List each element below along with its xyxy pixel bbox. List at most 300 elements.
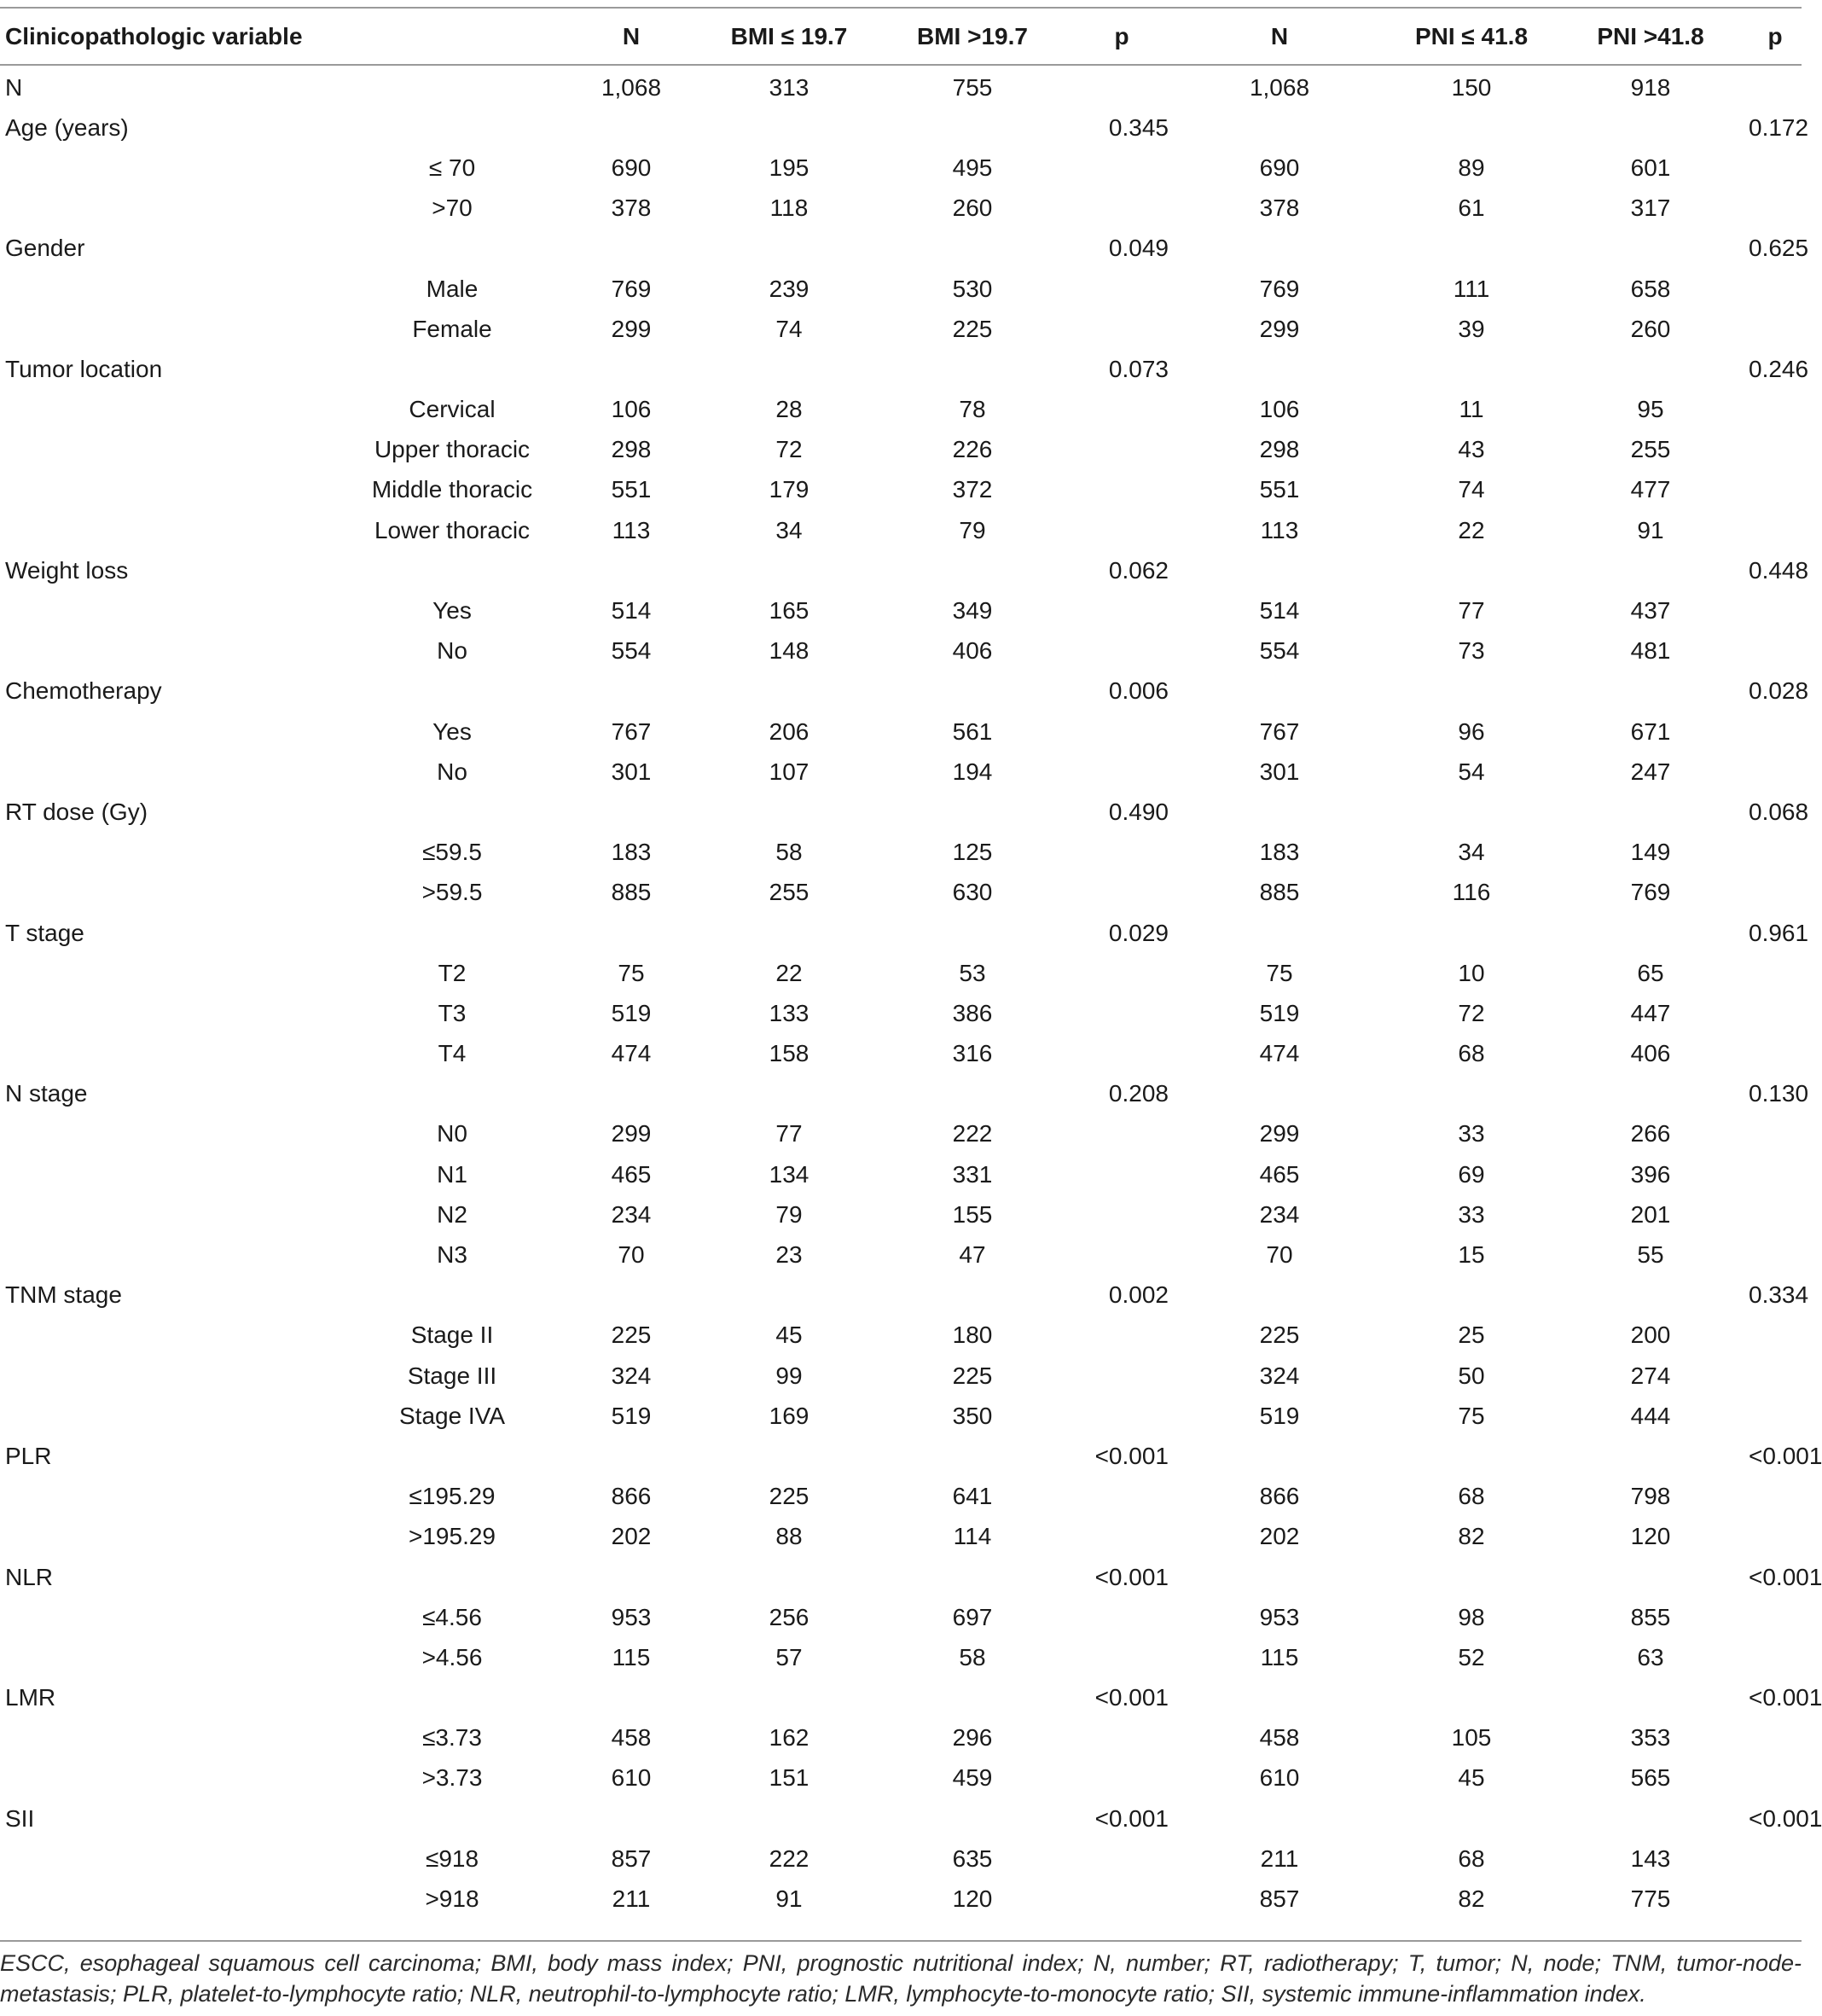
- p-bmi-cell: 0.006: [1108, 677, 1169, 705]
- bmi-high-cell: [870, 1436, 1075, 1476]
- pni-high-cell: 406: [1630, 1040, 1671, 1067]
- subgroup-cell: [350, 1436, 554, 1476]
- pni-high-cell: 63: [1637, 1643, 1664, 1670]
- pni-low-cell: 68: [1458, 1845, 1485, 1872]
- bmi-high-cell: [870, 1074, 1075, 1114]
- table-row: [0, 430, 1802, 470]
- pni-high-cell: 918: [1630, 73, 1671, 101]
- p-pni-cell: 0.448: [1749, 556, 1809, 584]
- header-p-bmi: p: [1114, 22, 1129, 49]
- n-bmi-cell: 378: [611, 195, 652, 222]
- p-bmi-cell: [1075, 1034, 1169, 1074]
- n-pni-cell: [1169, 1678, 1390, 1718]
- table-row: [0, 189, 1802, 229]
- subgroup-cell: >195.29: [409, 1523, 496, 1550]
- p-pni-cell: [1749, 953, 1802, 993]
- table-row: [0, 1517, 1802, 1557]
- subgroup-cell: T4: [438, 1040, 467, 1067]
- pni-low-cell: 74: [1458, 476, 1485, 503]
- subgroup-cell: [350, 913, 554, 953]
- header-pni-low: PNI ≤ 41.8: [1414, 22, 1529, 49]
- subgroup-cell: Yes: [432, 718, 472, 745]
- variable-cell: [0, 189, 350, 229]
- pni-low-cell: [1390, 550, 1552, 590]
- n-bmi-cell: 234: [611, 1200, 652, 1228]
- variable-cell: N: [5, 73, 23, 101]
- header-clinicopathologic-variable: Clinicopathologic variable: [5, 22, 303, 49]
- pni-high-cell: 671: [1630, 718, 1671, 745]
- pni-high-cell: 149: [1630, 839, 1671, 866]
- table-row: [0, 1436, 1802, 1476]
- n-bmi-cell: 70: [618, 1241, 645, 1269]
- bmi-high-cell: 58: [959, 1643, 986, 1670]
- bmi-low-cell: 162: [769, 1724, 809, 1752]
- subgroup-cell: ≤3.73: [422, 1724, 482, 1752]
- variable-cell: [0, 1637, 350, 1677]
- subgroup-cell: No: [437, 637, 467, 665]
- pni-low-cell: [1390, 1557, 1552, 1597]
- pni-low-cell: 10: [1458, 959, 1485, 986]
- n-bmi-cell: 767: [611, 718, 652, 745]
- table-row: [0, 752, 1802, 792]
- bmi-low-cell: 151: [769, 1764, 809, 1792]
- bmi-low-cell: [708, 913, 870, 953]
- table-row: [0, 1235, 1802, 1275]
- pni-high-cell: 444: [1630, 1402, 1671, 1429]
- p-bmi-cell: [1075, 993, 1169, 1033]
- variable-cell: NLR: [5, 1563, 54, 1590]
- p-pni-cell: [1749, 1356, 1802, 1396]
- subgroup-cell: T3: [438, 999, 467, 1026]
- n-pni-cell: 299: [1259, 315, 1300, 342]
- p-bmi-cell: [1075, 833, 1169, 873]
- pni-low-cell: [1390, 107, 1552, 148]
- subgroup-cell: N1: [437, 1160, 467, 1188]
- bmi-low-cell: [708, 107, 870, 148]
- variable-cell: [0, 510, 350, 550]
- n-pni-cell: 70: [1266, 1241, 1293, 1269]
- variable-cell: Weight loss: [5, 556, 129, 584]
- variable-cell: [0, 833, 350, 873]
- subgroup-cell: [350, 792, 554, 832]
- subgroup-cell: [350, 1557, 554, 1597]
- variable-cell: Age (years): [5, 113, 129, 141]
- pni-high-cell: 120: [1630, 1523, 1671, 1550]
- bmi-low-cell: 225: [769, 1483, 809, 1510]
- table-row: [0, 1758, 1802, 1798]
- p-bmi-cell: [1075, 1637, 1169, 1677]
- subgroup-cell: Stage IVA: [398, 1402, 505, 1429]
- n-bmi-cell: 183: [611, 839, 652, 866]
- p-bmi-cell: [1075, 873, 1169, 913]
- pni-low-cell: 68: [1458, 1483, 1485, 1510]
- pni-low-cell: [1390, 1074, 1552, 1114]
- variable-cell: RT dose (Gy): [5, 798, 148, 825]
- n-bmi-cell: 551: [611, 476, 652, 503]
- p-pni-cell: 0.130: [1749, 1080, 1809, 1107]
- variable-cell: SII: [5, 1804, 35, 1832]
- n-pni-cell: [1169, 913, 1390, 953]
- variable-cell: [0, 712, 350, 752]
- variable-cell: [0, 631, 350, 671]
- p-pni-cell: 0.068: [1749, 798, 1809, 825]
- pni-low-cell: 98: [1458, 1603, 1485, 1630]
- variable-cell: [0, 953, 350, 993]
- table-row: [0, 470, 1802, 510]
- variable-cell: [0, 148, 350, 188]
- table-row: [0, 148, 1802, 188]
- variable-cell: PLR: [5, 1442, 52, 1469]
- pni-high-cell: 247: [1630, 758, 1671, 785]
- p-pni-cell: [1749, 269, 1802, 309]
- p-bmi-cell: [1075, 510, 1169, 550]
- pni-low-cell: [1390, 1798, 1552, 1839]
- bmi-low-cell: [708, 1074, 870, 1114]
- characteristics-table: [0, 9, 1822, 1920]
- pni-low-cell: 75: [1458, 1402, 1485, 1429]
- n-pni-cell: 115: [1260, 1643, 1299, 1670]
- n-bmi-cell: [554, 671, 708, 712]
- bmi-high-cell: 630: [952, 879, 993, 906]
- n-pni-cell: 378: [1259, 195, 1300, 222]
- p-bmi-cell: [1075, 1194, 1169, 1235]
- bmi-high-cell: [870, 671, 1075, 712]
- bmi-low-cell: 134: [769, 1160, 809, 1188]
- p-pni-cell: <0.001: [1749, 1563, 1822, 1590]
- n-bmi-cell: [554, 1074, 708, 1114]
- n-bmi-cell: [554, 107, 708, 148]
- pni-low-cell: 77: [1458, 597, 1485, 625]
- variable-cell: [0, 752, 350, 792]
- bmi-low-cell: [708, 550, 870, 590]
- pni-high-cell: [1552, 1436, 1749, 1476]
- table-row: [0, 1154, 1802, 1194]
- n-bmi-cell: [554, 1436, 708, 1476]
- bmi-low-cell: 107: [769, 758, 809, 785]
- subgroup-cell: Male: [426, 275, 479, 302]
- subgroup-cell: >70: [432, 195, 473, 222]
- n-pni-cell: [1169, 1074, 1390, 1114]
- variable-cell: [0, 1194, 350, 1235]
- bmi-high-cell: 561: [952, 718, 993, 745]
- p-bmi-cell: [1075, 631, 1169, 671]
- table-row: [0, 510, 1802, 550]
- p-pni-cell: [1749, 1114, 1802, 1154]
- n-pni-cell: 106: [1259, 396, 1300, 423]
- pni-high-cell: [1552, 229, 1749, 269]
- bmi-low-cell: [708, 1557, 870, 1597]
- n-bmi-cell: 465: [611, 1160, 652, 1188]
- pni-high-cell: [1552, 349, 1749, 389]
- n-pni-cell: [1169, 1436, 1390, 1476]
- bmi-high-cell: 386: [952, 999, 993, 1026]
- bmi-high-cell: [870, 229, 1075, 269]
- bmi-high-cell: 372: [952, 476, 993, 503]
- bmi-low-cell: 22: [775, 959, 803, 986]
- subgroup-cell: [350, 349, 554, 389]
- n-pni-cell: 202: [1259, 1523, 1300, 1550]
- pni-high-cell: 95: [1637, 396, 1664, 423]
- variable-cell: [0, 309, 350, 349]
- variable-cell: [0, 1517, 350, 1557]
- pni-low-cell: [1390, 1275, 1552, 1316]
- n-bmi-cell: 301: [611, 758, 652, 785]
- table-body: [0, 64, 1822, 1920]
- pni-high-cell: 855: [1630, 1603, 1671, 1630]
- variable-cell: [0, 1114, 350, 1154]
- variable-cell: [0, 1235, 350, 1275]
- table-row: [0, 1637, 1802, 1677]
- table-row: [0, 953, 1802, 993]
- bmi-low-cell: [708, 671, 870, 712]
- pni-high-cell: 255: [1630, 436, 1671, 463]
- bmi-high-cell: 225: [952, 1362, 993, 1389]
- bmi-high-cell: 349: [952, 597, 993, 625]
- pni-high-cell: 658: [1630, 275, 1671, 302]
- subgroup-cell: ≤59.5: [422, 839, 482, 866]
- n-bmi-cell: 1,068: [601, 73, 662, 101]
- pni-high-cell: 481: [1630, 637, 1671, 665]
- pni-high-cell: 260: [1630, 315, 1671, 342]
- variable-cell: [0, 1034, 350, 1074]
- p-pni-cell: <0.001: [1749, 1684, 1822, 1711]
- pni-high-cell: [1552, 1557, 1749, 1597]
- p-pni-cell: <0.001: [1749, 1804, 1822, 1832]
- pni-high-cell: 353: [1630, 1724, 1671, 1752]
- table-row: [0, 1356, 1802, 1396]
- n-bmi-cell: 324: [611, 1362, 652, 1389]
- pni-high-cell: [1552, 107, 1749, 148]
- p-pni-cell: [1749, 1718, 1802, 1758]
- bmi-low-cell: [708, 349, 870, 389]
- n-pni-cell: 183: [1259, 839, 1300, 866]
- pni-low-cell: 72: [1458, 999, 1485, 1026]
- pni-high-cell: 266: [1630, 1120, 1671, 1147]
- table-row: [0, 229, 1802, 269]
- n-pni-cell: [1169, 107, 1390, 148]
- subgroup-cell: [350, 107, 554, 148]
- pni-high-cell: 477: [1630, 476, 1671, 503]
- p-bmi-cell: 0.073: [1108, 355, 1169, 382]
- bmi-low-cell: 34: [775, 516, 803, 543]
- variable-cell: Gender: [5, 235, 85, 262]
- p-bmi-cell: 0.208: [1108, 1080, 1169, 1107]
- n-pni-cell: 857: [1259, 1885, 1300, 1913]
- n-bmi-cell: [554, 1678, 708, 1718]
- subgroup-cell: >3.73: [421, 1764, 483, 1792]
- pni-high-cell: 274: [1630, 1362, 1671, 1389]
- p-pni-cell: [1749, 64, 1802, 107]
- p-bmi-cell: [1075, 430, 1169, 470]
- p-bmi-cell: [1075, 1477, 1169, 1517]
- subgroup-cell: [350, 550, 554, 590]
- bmi-low-cell: [708, 1436, 870, 1476]
- subgroup-cell: [350, 1275, 554, 1316]
- n-pni-cell: 866: [1259, 1483, 1300, 1510]
- n-pni-cell: 953: [1259, 1603, 1300, 1630]
- bmi-low-cell: [708, 1275, 870, 1316]
- p-bmi-cell: [1075, 590, 1169, 630]
- p-pni-cell: 0.334: [1749, 1281, 1809, 1309]
- header-n-pni: N: [1270, 22, 1289, 49]
- bmi-low-cell: 99: [775, 1362, 803, 1389]
- p-pni-cell: [1749, 309, 1802, 349]
- table-row: [0, 1275, 1802, 1316]
- subgroup-cell: Yes: [432, 597, 472, 625]
- pni-low-cell: [1390, 229, 1552, 269]
- bmi-high-cell: 316: [952, 1040, 993, 1067]
- p-pni-cell: [1749, 1517, 1802, 1557]
- p-pni-cell: [1749, 1839, 1802, 1879]
- pni-high-cell: 143: [1630, 1845, 1671, 1872]
- bmi-low-cell: 169: [769, 1402, 809, 1429]
- table-row: [0, 1839, 1802, 1879]
- p-bmi-cell: <0.001: [1094, 1563, 1169, 1590]
- n-bmi-cell: [554, 229, 708, 269]
- p-pni-cell: [1749, 1396, 1802, 1436]
- p-bmi-cell: [1075, 953, 1169, 993]
- p-pni-cell: [1749, 1194, 1802, 1235]
- n-bmi-cell: 458: [611, 1724, 652, 1752]
- pni-low-cell: 22: [1458, 516, 1485, 543]
- n-bmi-cell: 299: [611, 1120, 652, 1147]
- n-bmi-cell: [554, 1275, 708, 1316]
- table-row: [0, 1034, 1802, 1074]
- p-bmi-cell: [1075, 1718, 1169, 1758]
- p-pni-cell: 0.961: [1749, 919, 1809, 946]
- variable-cell: [0, 1477, 350, 1517]
- bmi-high-cell: 226: [952, 436, 993, 463]
- bmi-low-cell: 45: [775, 1322, 803, 1349]
- subgroup-cell: Stage III: [407, 1362, 497, 1389]
- variable-cell: [0, 1839, 350, 1879]
- table-row: [0, 1798, 1802, 1839]
- bmi-low-cell: 72: [775, 436, 803, 463]
- n-bmi-cell: 519: [611, 999, 652, 1026]
- n-pni-cell: 211: [1260, 1845, 1299, 1872]
- subgroup-cell: No: [437, 758, 467, 785]
- pni-low-cell: 105: [1451, 1724, 1492, 1752]
- bmi-high-cell: 495: [952, 154, 993, 181]
- bmi-low-cell: 206: [769, 718, 809, 745]
- n-pni-cell: 324: [1259, 1362, 1300, 1389]
- table-row: [0, 269, 1802, 309]
- n-pni-cell: 514: [1259, 597, 1300, 625]
- subgroup-cell: [350, 1678, 554, 1718]
- subgroup-cell: ≤4.56: [422, 1603, 482, 1630]
- pni-high-cell: 769: [1630, 879, 1671, 906]
- pni-low-cell: 43: [1458, 436, 1485, 463]
- bmi-high-cell: 79: [959, 516, 986, 543]
- p-pni-cell: 0.172: [1749, 113, 1809, 141]
- subgroup-cell: N2: [437, 1200, 467, 1228]
- table-row: [0, 671, 1802, 712]
- variable-cell: Chemotherapy: [5, 677, 162, 705]
- n-bmi-cell: 202: [611, 1523, 652, 1550]
- bmi-low-cell: 239: [769, 275, 809, 302]
- p-pni-cell: [1749, 1235, 1802, 1275]
- table-header-row: [0, 9, 1802, 64]
- pni-low-cell: 15: [1458, 1241, 1485, 1269]
- n-pni-cell: 298: [1259, 436, 1300, 463]
- n-pni-cell: [1169, 1557, 1390, 1597]
- bmi-high-cell: 47: [959, 1241, 986, 1269]
- n-bmi-cell: 514: [611, 597, 652, 625]
- pni-high-cell: 775: [1630, 1885, 1671, 1913]
- p-bmi-cell: 0.049: [1108, 235, 1169, 262]
- p-bmi-cell: 0.002: [1108, 1281, 1169, 1309]
- bmi-low-cell: [708, 792, 870, 832]
- bmi-high-cell: 114: [953, 1523, 992, 1550]
- table-row: [0, 1114, 1802, 1154]
- pni-high-cell: 447: [1630, 999, 1671, 1026]
- table-row: [0, 712, 1802, 752]
- n-pni-cell: [1169, 349, 1390, 389]
- table-footnote: ESCC, esophageal squamous cell carcinoma; BMI, body mass index; PNI, prognostic nutritional index; N, number; RT, radiotherapy; T, tumor; N, node; TNM, tumor-node-metastasis; PLR, platelet-to-lymphocyte ratio; NLR, neutrophil-to-lymphocyte ratio; LMR, lymphocyte-to-monocyte ratio; SII, systemic immune-inflammation index.: [0, 1950, 1802, 2007]
- variable-cell: LMR: [5, 1684, 56, 1711]
- n-pni-cell: [1169, 671, 1390, 712]
- variable-cell: [0, 993, 350, 1033]
- table-row: [0, 107, 1802, 148]
- subgroup-cell: >918: [425, 1885, 479, 1913]
- bmi-low-cell: 256: [769, 1603, 809, 1630]
- p-bmi-cell: <0.001: [1094, 1442, 1169, 1469]
- bmi-high-cell: 755: [952, 73, 993, 101]
- bmi-low-cell: 118: [769, 195, 809, 222]
- n-pni-cell: 225: [1259, 1322, 1300, 1349]
- table-row: [0, 1879, 1802, 1919]
- header-bmi-high: BMI >19.7: [917, 22, 1028, 49]
- bmi-high-cell: 155: [952, 1200, 993, 1228]
- n-pni-cell: 551: [1259, 476, 1300, 503]
- n-bmi-cell: [554, 913, 708, 953]
- bmi-low-cell: 222: [769, 1845, 809, 1872]
- n-bmi-cell: 106: [611, 396, 652, 423]
- pni-low-cell: [1390, 671, 1552, 712]
- p-pni-cell: [1749, 430, 1802, 470]
- bmi-low-cell: 74: [775, 315, 803, 342]
- pni-low-cell: 116: [1452, 879, 1491, 906]
- header-pni-high: PNI >41.8: [1597, 22, 1704, 49]
- pni-high-cell: 200: [1630, 1322, 1671, 1349]
- pni-low-cell: [1390, 792, 1552, 832]
- n-bmi-cell: 857: [611, 1845, 652, 1872]
- subgroup-cell: Middle thoracic: [371, 476, 533, 503]
- n-pni-cell: 769: [1259, 275, 1300, 302]
- pni-high-cell: [1552, 1798, 1749, 1839]
- bmi-high-cell: 331: [952, 1160, 993, 1188]
- pni-low-cell: 50: [1458, 1362, 1485, 1389]
- subgroup-cell: N3: [437, 1241, 467, 1269]
- p-pni-cell: [1749, 833, 1802, 873]
- pni-high-cell: [1552, 1074, 1749, 1114]
- p-bmi-cell: 0.345: [1108, 113, 1169, 141]
- variable-cell: Tumor location: [5, 355, 163, 382]
- bmi-high-cell: 222: [952, 1120, 993, 1147]
- n-bmi-cell: 953: [611, 1603, 652, 1630]
- pni-low-cell: 11: [1459, 396, 1484, 423]
- n-bmi-cell: 211: [612, 1885, 651, 1913]
- variable-cell: [0, 1718, 350, 1758]
- subgroup-cell: [350, 64, 554, 107]
- p-bmi-cell: [1075, 1114, 1169, 1154]
- table-row: [0, 993, 1802, 1033]
- variable-cell: [0, 390, 350, 430]
- p-bmi-cell: [1075, 309, 1169, 349]
- p-bmi-cell: [1075, 390, 1169, 430]
- variable-cell: [0, 1879, 350, 1919]
- pni-low-cell: 45: [1458, 1764, 1485, 1792]
